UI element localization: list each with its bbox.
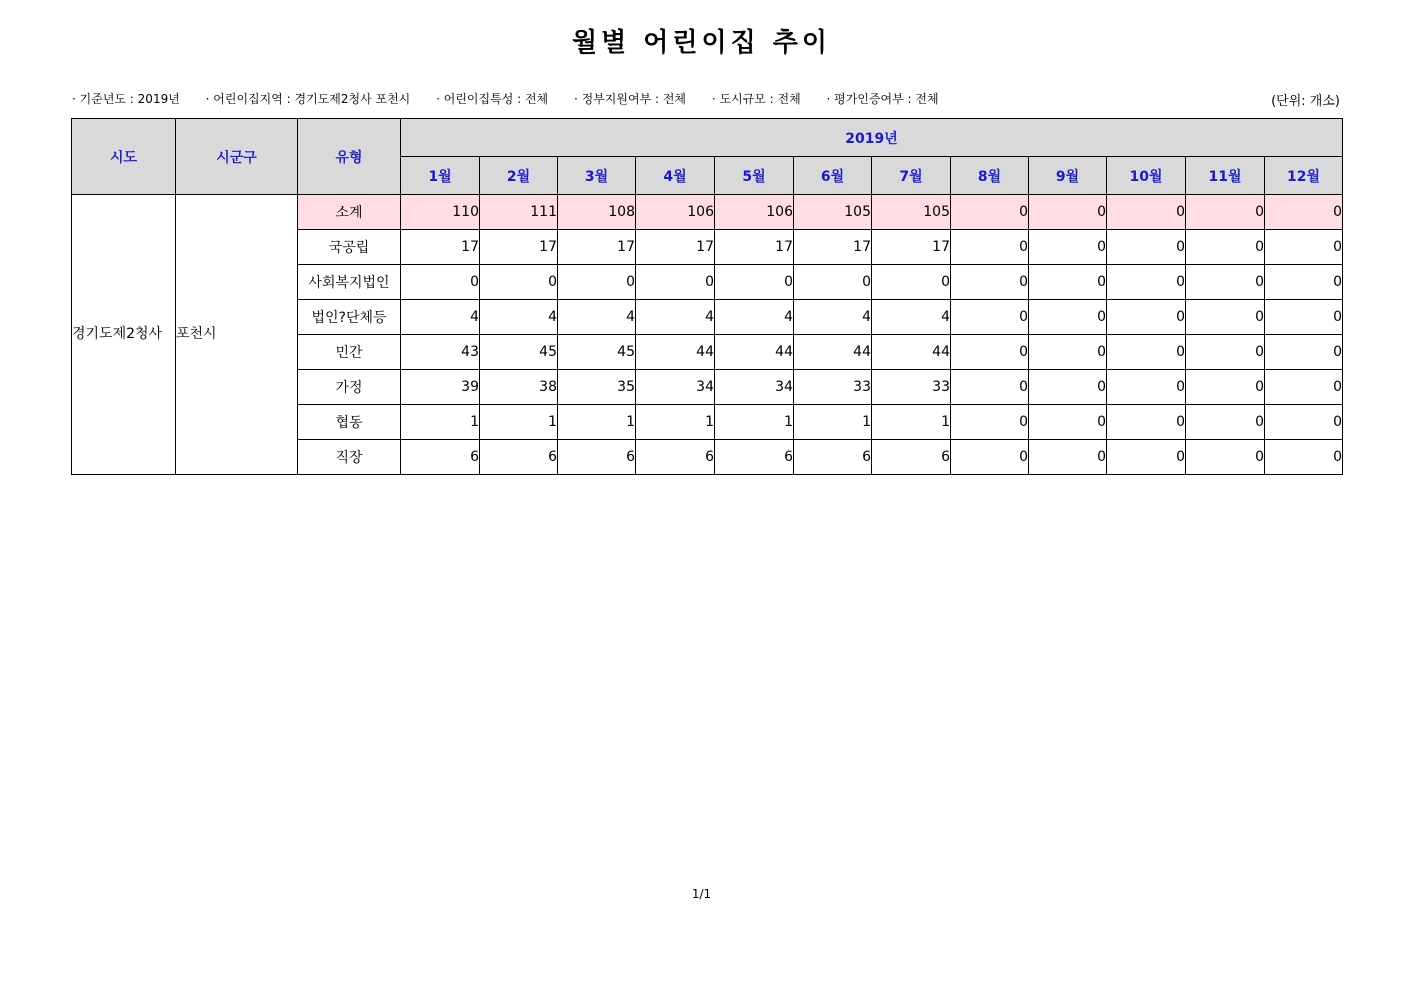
header-sido: 시도 (72, 119, 176, 195)
cell-value: 0 (1186, 195, 1265, 230)
cell-value: 6 (480, 440, 558, 475)
cell-value: 0 (1186, 230, 1265, 265)
cell-value: 0 (1107, 440, 1186, 475)
cell-value: 1 (872, 405, 951, 440)
header-month: 6월 (794, 157, 872, 195)
table-row (72, 195, 1343, 230)
cell-value: 33 (872, 370, 951, 405)
cell-value: 45 (558, 335, 636, 370)
cell-value: 0 (1186, 265, 1265, 300)
cell-value: 1 (401, 405, 480, 440)
cell-value: 6 (794, 440, 872, 475)
header-month: 2월 (480, 157, 558, 195)
cell-value: 106 (715, 195, 794, 230)
cell-value: 0 (1107, 195, 1186, 230)
filter-accreditation: · 평가인증여부 : 전체 (826, 92, 939, 106)
cell-value: 0 (1265, 265, 1343, 300)
cell-value: 33 (794, 370, 872, 405)
cell-value: 0 (480, 265, 558, 300)
cell-value: 6 (715, 440, 794, 475)
cell-value: 0 (1265, 335, 1343, 370)
cell-sigungu: 포천시 (176, 195, 298, 475)
cell-value: 0 (1029, 300, 1107, 335)
cell-value: 4 (558, 300, 636, 335)
cell-value: 0 (1265, 195, 1343, 230)
header-month: 10월 (1107, 157, 1186, 195)
page-number: 1/1 (691, 887, 712, 901)
cell-value: 0 (951, 440, 1029, 475)
cell-value: 0 (951, 195, 1029, 230)
cell-value: 0 (951, 370, 1029, 405)
header-month: 7월 (872, 157, 951, 195)
cell-value: 4 (872, 300, 951, 335)
cell-value: 1 (636, 405, 715, 440)
filter-city-size: · 도시규모 : 전체 (711, 92, 801, 106)
header-month: 5월 (715, 157, 794, 195)
cell-value: 17 (558, 230, 636, 265)
cell-value: 0 (1265, 300, 1343, 335)
cell-value: 0 (1186, 440, 1265, 475)
cell-value: 0 (951, 300, 1029, 335)
header-month: 9월 (1029, 157, 1107, 195)
cell-value: 0 (872, 265, 951, 300)
table-body (72, 195, 1343, 475)
cell-value: 0 (1186, 405, 1265, 440)
cell-value: 1 (715, 405, 794, 440)
cell-value: 0 (401, 265, 480, 300)
cell-value: 1 (480, 405, 558, 440)
cell-type: 민간 (298, 335, 401, 370)
cell-value: 0 (1186, 335, 1265, 370)
cell-sido: 경기도제2청사 (72, 195, 176, 475)
cell-value: 44 (636, 335, 715, 370)
filter-characteristic: · 어린이집특성 : 전체 (436, 92, 549, 106)
cell-value: 0 (1029, 195, 1107, 230)
cell-value: 0 (1107, 300, 1186, 335)
monthly-daycare-table (71, 118, 1343, 475)
cell-value: 34 (715, 370, 794, 405)
header-month: 12월 (1265, 157, 1343, 195)
cell-type: 협동 (298, 405, 401, 440)
cell-value: 4 (794, 300, 872, 335)
cell-value: 108 (558, 195, 636, 230)
cell-value: 17 (715, 230, 794, 265)
cell-value: 35 (558, 370, 636, 405)
cell-value: 0 (1029, 405, 1107, 440)
cell-value: 0 (1107, 405, 1186, 440)
cell-value: 45 (480, 335, 558, 370)
cell-value: 0 (1265, 405, 1343, 440)
cell-value: 0 (951, 265, 1029, 300)
cell-value: 1 (794, 405, 872, 440)
cell-value: 44 (715, 335, 794, 370)
cell-value: 4 (715, 300, 794, 335)
cell-value: 39 (401, 370, 480, 405)
cell-value: 4 (401, 300, 480, 335)
unit-label: (단위: 개소) (1271, 94, 1340, 109)
cell-value: 44 (872, 335, 951, 370)
cell-value: 110 (401, 195, 480, 230)
filter-summary (72, 90, 1342, 108)
cell-value: 0 (1186, 300, 1265, 335)
cell-type: 직장 (298, 440, 401, 475)
cell-value: 6 (872, 440, 951, 475)
cell-value: 17 (794, 230, 872, 265)
cell-value: 38 (480, 370, 558, 405)
cell-type: 국공립 (298, 230, 401, 265)
cell-value: 6 (401, 440, 480, 475)
cell-value: 0 (794, 265, 872, 300)
filter-year: · 기준년도 : 2019년 (72, 92, 180, 106)
cell-value: 6 (558, 440, 636, 475)
cell-value: 0 (1107, 265, 1186, 300)
cell-value: 105 (794, 195, 872, 230)
cell-value: 0 (1265, 440, 1343, 475)
cell-value: 0 (715, 265, 794, 300)
cell-value: 0 (1029, 230, 1107, 265)
page-title: 월별 어린이집 추이 (571, 28, 832, 58)
cell-value: 0 (1265, 230, 1343, 265)
cell-value: 4 (636, 300, 715, 335)
cell-value: 0 (1186, 370, 1265, 405)
cell-value: 0 (1265, 370, 1343, 405)
cell-value: 106 (636, 195, 715, 230)
cell-value: 0 (558, 265, 636, 300)
header-month: 8월 (951, 157, 1029, 195)
cell-value: 6 (636, 440, 715, 475)
cell-value: 0 (951, 335, 1029, 370)
cell-type: 법인?단체등 (298, 300, 401, 335)
cell-value: 0 (951, 405, 1029, 440)
cell-value: 0 (1029, 440, 1107, 475)
cell-value: 43 (401, 335, 480, 370)
cell-value: 17 (636, 230, 715, 265)
cell-type: 사회복지법인 (298, 265, 401, 300)
cell-value: 0 (951, 230, 1029, 265)
cell-type: 가정 (298, 370, 401, 405)
cell-value: 0 (1029, 370, 1107, 405)
cell-value: 0 (1107, 335, 1186, 370)
filter-region: · 어린이집지역 : 경기도제2청사 포천시 (205, 92, 411, 106)
header-month: 4월 (636, 157, 715, 195)
cell-value: 17 (401, 230, 480, 265)
cell-value: 34 (636, 370, 715, 405)
header-month: 1월 (401, 157, 480, 195)
cell-type: 소계 (298, 195, 401, 230)
cell-value: 17 (480, 230, 558, 265)
cell-value: 0 (1029, 335, 1107, 370)
cell-value: 111 (480, 195, 558, 230)
header-type: 유형 (298, 119, 401, 195)
filter-government-support: · 정부지원여부 : 전체 (573, 92, 687, 106)
cell-value: 17 (872, 230, 951, 265)
cell-value: 1 (558, 405, 636, 440)
cell-value: 0 (1107, 370, 1186, 405)
header-month: 3월 (558, 157, 636, 195)
cell-value: 44 (794, 335, 872, 370)
cell-value: 0 (1029, 265, 1107, 300)
cell-value: 4 (480, 300, 558, 335)
cell-value: 0 (636, 265, 715, 300)
header-year: 2019년 (401, 119, 1343, 157)
cell-value: 0 (1107, 230, 1186, 265)
header-month: 11월 (1186, 157, 1265, 195)
header-sigungu: 시군구 (176, 119, 298, 195)
cell-value: 105 (872, 195, 951, 230)
